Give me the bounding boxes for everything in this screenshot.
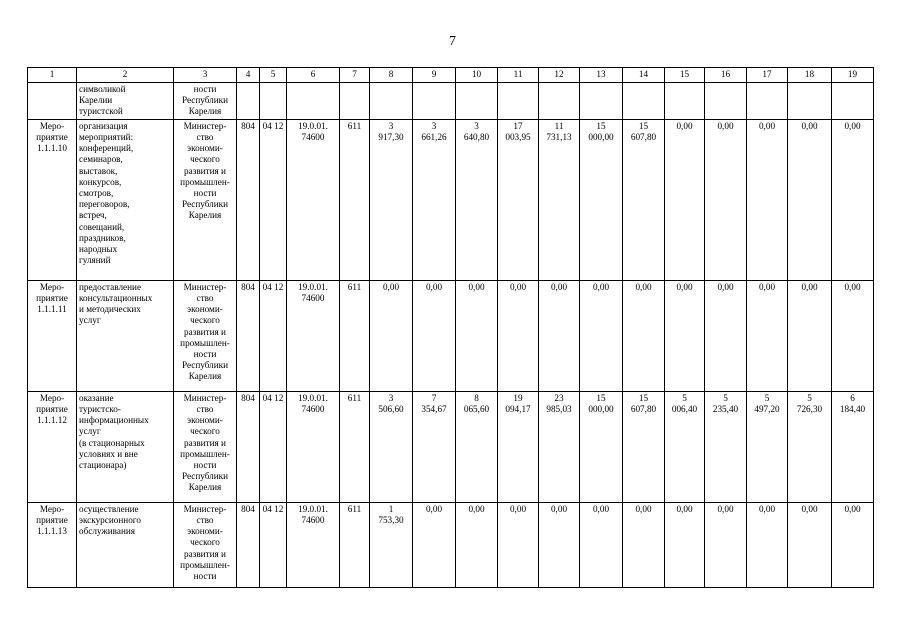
amount-cell (498, 83, 539, 120)
budget-code-cell (340, 83, 370, 120)
amount-cell (705, 83, 747, 120)
header-cell: 8 (370, 68, 413, 83)
amount-cell: 0,00 (498, 280, 539, 391)
amount-cell: 5 726,30 (788, 391, 832, 502)
budget-code-cell: 804 (237, 119, 260, 280)
amount-cell: 5 235,40 (705, 391, 747, 502)
amount-cell (832, 83, 874, 120)
amount-cell (623, 83, 665, 120)
amount-cell: 0,00 (456, 502, 498, 587)
budget-code-cell: 804 (237, 280, 260, 391)
amount-cell (413, 83, 456, 120)
executor-cell: ности Республики Карелия (174, 83, 237, 120)
amount-cell: 0,00 (665, 502, 705, 587)
amount-cell: 0,00 (580, 502, 623, 587)
budget-code-cell: 04 12 (260, 391, 287, 502)
amount-cell: 0,00 (788, 280, 832, 391)
header-cell: 9 (413, 68, 456, 83)
budget-code-cell: 611 (340, 119, 370, 280)
budget-code-cell: 804 (237, 391, 260, 502)
budget-code-cell: 19.0.01. 74600 (287, 280, 340, 391)
header-cell: 5 (260, 68, 287, 83)
amount-cell: 23 985,03 (539, 391, 580, 502)
header-cell: 7 (340, 68, 370, 83)
amount-cell: 15 607,80 (623, 119, 665, 280)
amount-cell (665, 83, 705, 120)
budget-code-cell: 19.0.01. 74600 (287, 502, 340, 587)
amount-cell: 5 006,40 (665, 391, 705, 502)
table-row (28, 83, 874, 120)
activity-description-cell: символикой Карелии туристской (77, 83, 174, 120)
amount-cell: 0,00 (788, 502, 832, 587)
amount-cell: 0,00 (788, 119, 832, 280)
page-number: 7 (449, 34, 456, 49)
amount-cell: 0,00 (747, 502, 788, 587)
amount-cell: 0,00 (832, 502, 874, 587)
budget-code-cell: 611 (340, 502, 370, 587)
amount-cell (456, 83, 498, 120)
amount-cell: 15 000,00 (580, 391, 623, 502)
table-row (28, 119, 874, 280)
executor-cell: Министер- ство экономи- ческого развития и промышлен- ности Республики Карелия (174, 280, 237, 391)
budget-code-cell: 19.0.01. 74600 (287, 391, 340, 502)
amount-cell: 0,00 (456, 280, 498, 391)
budget-code-cell: 611 (340, 280, 370, 391)
header-cell: 17 (747, 68, 788, 83)
amount-cell: 15 000,00 (580, 119, 623, 280)
header-cell: 19 (832, 68, 874, 83)
activity-number-cell (28, 83, 77, 120)
budget-code-cell (287, 83, 340, 120)
amount-cell: 17 003,95 (498, 119, 539, 280)
header-cell: 6 (287, 68, 340, 83)
amount-cell: 1 753,30 (370, 502, 413, 587)
amount-cell (747, 83, 788, 120)
activity-number-cell: Меро- приятие 1.1.1.10 (28, 119, 77, 280)
table-row (28, 391, 874, 502)
amount-cell: 0,00 (832, 280, 874, 391)
amount-cell: 6 184,40 (832, 391, 874, 502)
amount-cell: 0,00 (370, 280, 413, 391)
amount-cell: 15 607,80 (623, 391, 665, 502)
budget-code-cell: 04 12 (260, 280, 287, 391)
activity-description-cell: оказание туристско- информационных услуг (в стационарных условиях и вне стационара) (77, 391, 174, 502)
executor-cell: Министер- ство экономи- ческого развития и промышлен- ности Республики Карелия (174, 391, 237, 502)
amount-cell: 0,00 (623, 280, 665, 391)
budget-code-cell: 19.0.01. 74600 (287, 119, 340, 280)
amount-cell: 0,00 (539, 280, 580, 391)
header-cell: 1 (28, 68, 77, 83)
header-cell: 16 (705, 68, 747, 83)
amount-cell: 11 731,13 (539, 119, 580, 280)
activity-description-cell: осуществление экскурсионного обслуживания (77, 502, 174, 587)
activity-description-cell: организация мероприятий: конференций, семинаров, выставок, конкурсов, смотров, переговоров, встреч, совещаний, праздников, народных гуляний (77, 119, 174, 280)
header-row (28, 68, 874, 83)
header-cell: 10 (456, 68, 498, 83)
amount-cell: 7 354,67 (413, 391, 456, 502)
amount-cell: 3 506,60 (370, 391, 413, 502)
executor-cell: Министер- ство экономи- ческого развития и промышлен- ности (174, 502, 237, 587)
amount-cell: 0,00 (539, 502, 580, 587)
amount-cell (580, 83, 623, 120)
amount-cell (539, 83, 580, 120)
amount-cell: 0,00 (705, 280, 747, 391)
budget-code-cell: 04 12 (260, 502, 287, 587)
header-cell: 13 (580, 68, 623, 83)
table-row (28, 280, 874, 391)
activity-number-cell: Меро- приятие 1.1.1.13 (28, 502, 77, 587)
header-cell: 3 (174, 68, 237, 83)
amount-cell: 0,00 (580, 280, 623, 391)
activity-number-cell: Меро- приятие 1.1.1.12 (28, 391, 77, 502)
amount-cell: 3 917,30 (370, 119, 413, 280)
amount-cell: 0,00 (665, 280, 705, 391)
amount-cell (788, 83, 832, 120)
table-row (28, 502, 874, 587)
amount-cell: 5 497,20 (747, 391, 788, 502)
header-cell: 15 (665, 68, 705, 83)
header-cell: 4 (237, 68, 260, 83)
amount-cell: 0,00 (413, 502, 456, 587)
amount-cell: 3 661,26 (413, 119, 456, 280)
amount-cell: 19 094,17 (498, 391, 539, 502)
header-cell: 12 (539, 68, 580, 83)
budget-code-cell: 611 (340, 391, 370, 502)
header-cell: 11 (498, 68, 539, 83)
activity-description-cell: предоставление консультационных и методических услуг (77, 280, 174, 391)
amount-cell: 0,00 (705, 502, 747, 587)
budget-code-cell (260, 83, 287, 120)
amount-cell: 0,00 (832, 119, 874, 280)
header-cell: 2 (77, 68, 174, 83)
amount-cell (370, 83, 413, 120)
budget-code-cell: 804 (237, 502, 260, 587)
budget-code-cell: 04 12 (260, 119, 287, 280)
amount-cell: 0,00 (498, 502, 539, 587)
amount-cell: 0,00 (747, 119, 788, 280)
amount-cell: 0,00 (623, 502, 665, 587)
amount-cell: 0,00 (705, 119, 747, 280)
amount-cell: 8 065,60 (456, 391, 498, 502)
budget-code-cell (237, 83, 260, 120)
amount-cell: 0,00 (413, 280, 456, 391)
executor-cell: Министер- ство экономи- ческого развития и промышлен- ности Республики Карелия (174, 119, 237, 280)
amount-cell: 0,00 (665, 119, 705, 280)
header-cell: 18 (788, 68, 832, 83)
amount-cell: 3 640,80 (456, 119, 498, 280)
header-cell: 14 (623, 68, 665, 83)
program-budget-table (27, 67, 874, 588)
amount-cell: 0,00 (747, 280, 788, 391)
activity-number-cell: Меро- приятие 1.1.1.11 (28, 280, 77, 391)
